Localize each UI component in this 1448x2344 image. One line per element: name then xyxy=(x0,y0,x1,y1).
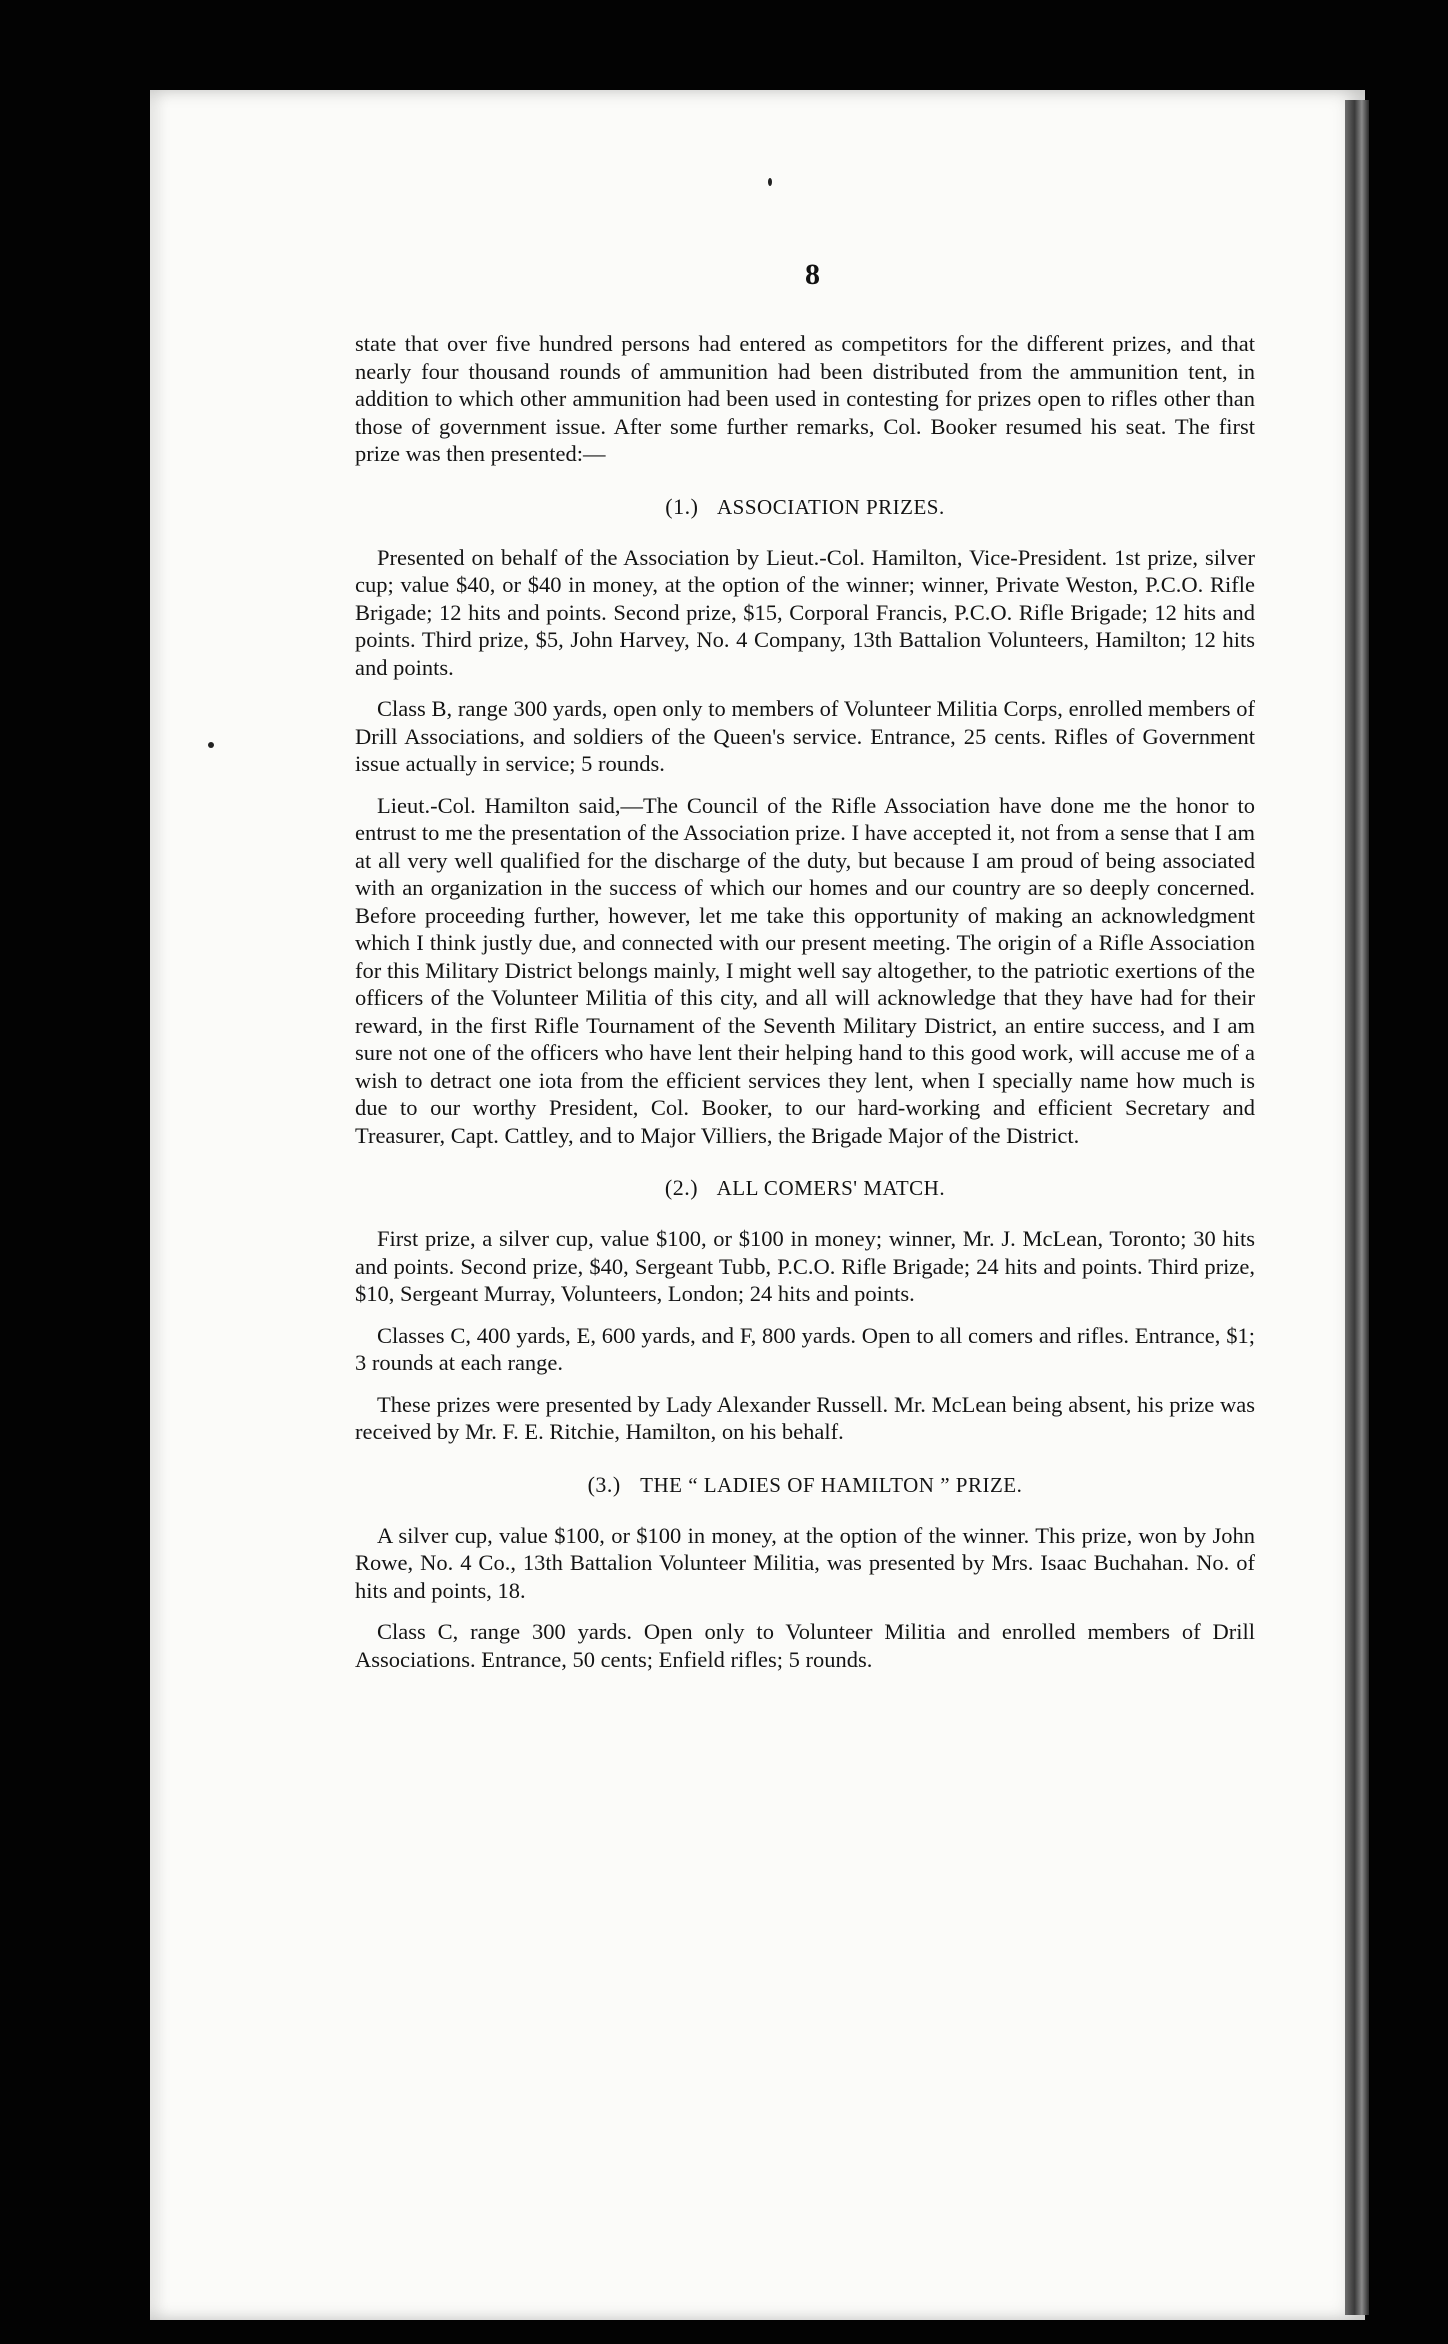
section-number: (1.) xyxy=(665,493,699,519)
section-number: (2.) xyxy=(664,1175,699,1200)
section-heading-ladies-of-hamilton-prize xyxy=(355,1472,1255,1498)
ink-speck xyxy=(208,742,214,748)
section-heading-association-prizes xyxy=(355,494,1255,520)
page-edge-shadow xyxy=(1345,100,1369,2315)
page-number: 8 xyxy=(805,258,820,291)
paragraph: These prizes were presented by Lady Alexander Russell. Mr. McLean being absent, his prize was received by Mr. F. E. Ritchie, Hamilton, on his behalf. xyxy=(355,1391,1255,1444)
section-number: (3.) xyxy=(587,1471,621,1497)
paragraph: Class B, range 300 yards, open only to members of Volunteer Militia Corps, enrolled members of Drill Associations, and soldiers of the Queen's service. Entrance, 25 cents. Rifles of Government issue actually in service; 5 rounds. xyxy=(355,696,1255,776)
document-body xyxy=(355,330,1255,1687)
paragraph: Lieut.-Col. Hamilton said,—The Council of the Rifle Association have done me the honor to entrust to me the presentation of the Association prize. I have accepted it, not from a sense that I am at all very well qualified for the discharge of the duty, but because I am proud of being associated with an organization in the success of which our homes and our country are so deeply concerned. Before proceeding further, however, let me take this opportunity of making an acknowledgment which I think justly due, and connected with our present meeting. The origin of a Rifle Association for this Military District belongs mainly, I might well say altogether, to the patriotic exertions of the officers of the Volunteer Militia of this city, and all will acknowledge that they have had for their reward, in the first Rifle Tournament of the Seventh Military District, an entire success, and I am sure not one of the officers who have lent their helping hand to this good work, will accuse me of a wish to detract one iota from the efficient services they lent, when I specially name how much is due to our worthy President, Col. Booker, to our hard-working and efficient Secretary and Treasurer, Capt. Cattley, and to Major Villiers, the Brigade Major of the District. xyxy=(355,792,1255,1148)
paragraph: First prize, a silver cup, value $100, or $100 in money; winner, Mr. J. McLean, Toronto; 30 hits and points. Second prize, $40, Sergeant Tubb, P.C.O. Rifle Brigade; 24 hits and points. Third prize, $10, Sergeant Murray, Volunteers, London; 24 hits and points. xyxy=(355,1226,1255,1306)
section-heading-all-comers-match xyxy=(355,1175,1255,1201)
paragraph: Classes C, 400 yards, E, 600 yards, and F, 800 yards. Open to all comers and rifles. Entrance, $1; 3 rounds at each range. xyxy=(355,1322,1255,1375)
paragraph: Presented on behalf of the Association by Lieut.-Col. Hamilton, Vice-President. 1st prize, silver cup; value $40, or $40 in money, at the option of the winner; winner, Private Weston, P.C.O. Rifle Brigade; 12 hits and points. Second prize, $15, Corporal Francis, P.C.O. Rifle Brigade; 12 hits and points. Third prize, $5, John Harvey, No. 4 Company, 13th Battalion Volunteers, Hamilton; 12 hits and points. xyxy=(355,544,1255,680)
paragraph: Class C, range 300 yards. Open only to Volunteer Militia and enrolled members of Drill Associations. Entrance, 50 cents; Enfield rifles; 5 rounds. xyxy=(355,1619,1255,1672)
paragraph: A silver cup, value $100, or $100 in money, at the option of the winner. This prize, won by John Rowe, No. 4 Co., 13th Battalion Volunteer Militia, was presented by Mrs. Isaac Buchahan. No. of hits and points, 18. xyxy=(355,1522,1255,1603)
opening-paragraph: state that over five hundred persons had entered as competitors for the different prizes, and that nearly four thousand rounds of ammunition had been distributed from the ammunition tent, in addition to which other ammunition had been used in contesting for prizes open to rifles other than those of government issue. After some further remarks, Col. Booker resumed his seat. The first prize was then presented:— xyxy=(355,331,1255,466)
section-title: ASSOCIATION PRIZES. xyxy=(717,494,945,519)
section-title: ALL COMERS' MATCH. xyxy=(716,1176,946,1200)
section-title: THE “ LADIES OF HAMILTON ” PRIZE. xyxy=(640,1472,1023,1497)
ink-speck xyxy=(768,178,772,186)
